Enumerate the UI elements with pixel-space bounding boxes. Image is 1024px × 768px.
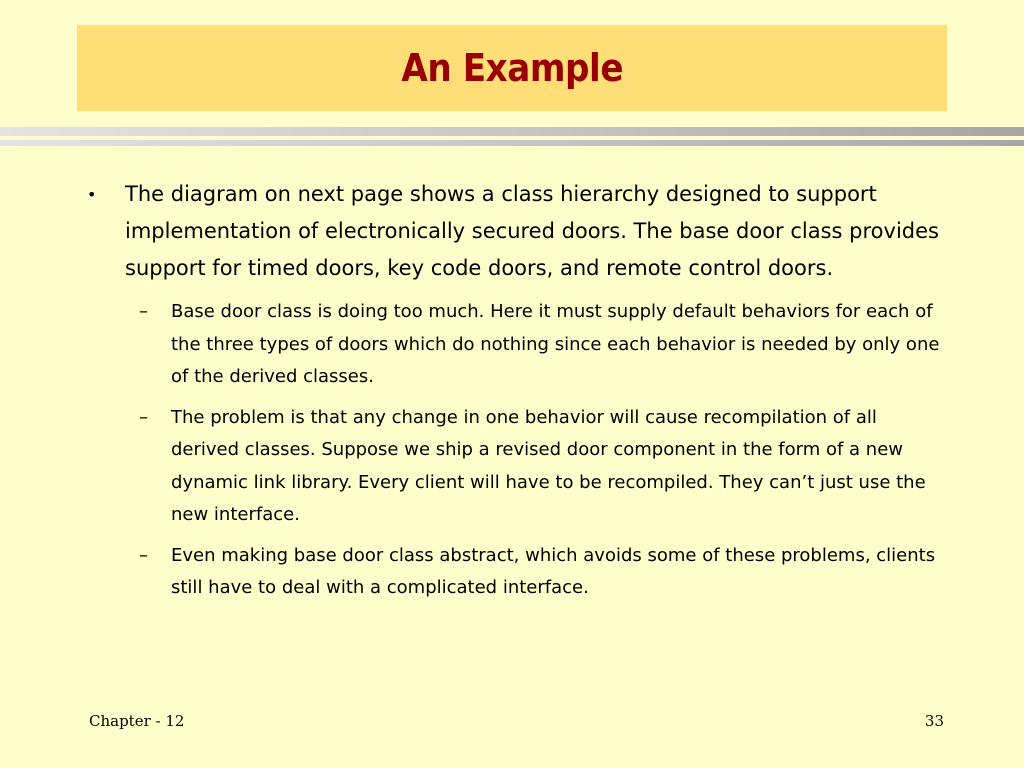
sub-bullet-text: The problem is that any change in one behavior will cause recompilation of all derived classes. Suppose we ship a revised door component in the form of a new dynamic link library. Every client will have to be recompiled. They can’t just use the new interface.: [171, 406, 926, 525]
divider-rule-bottom: [0, 140, 1024, 146]
sub-bullet: [85, 402, 945, 532]
dash-marker: –: [139, 301, 148, 322]
sub-bullet: [85, 296, 945, 394]
sub-bullet-text: Base door class is doing too much. Here it must supply default behaviors for each of the three types of doors which do nothing since each behavior is needed by only one of the derived classes.: [171, 301, 940, 387]
footer-chapter: Chapter - 12: [89, 712, 185, 730]
bullet-marker: •: [87, 185, 97, 204]
slide-title: An Example: [401, 46, 623, 90]
main-bullet-text: The diagram on next page shows a class hierarchy designed to support implementation of electronically secured doors. The base door class provides support for timed doors, key code doors, and remote control doors.: [125, 182, 939, 280]
divider-rule-top: [0, 127, 1024, 136]
slide-body: [85, 176, 945, 605]
title-banner: [77, 25, 947, 111]
dash-marker: –: [139, 544, 148, 566]
sub-bullet-text: Even making base door class abstract, which avoids some of these problems, clients still have to deal with a complicated interface.: [171, 544, 936, 598]
sub-bullet-list: [85, 296, 945, 605]
sub-bullet: [85, 540, 945, 605]
dash-marker: –: [139, 406, 148, 428]
main-bullet: [85, 176, 945, 287]
footer-page-number: 33: [924, 712, 944, 730]
